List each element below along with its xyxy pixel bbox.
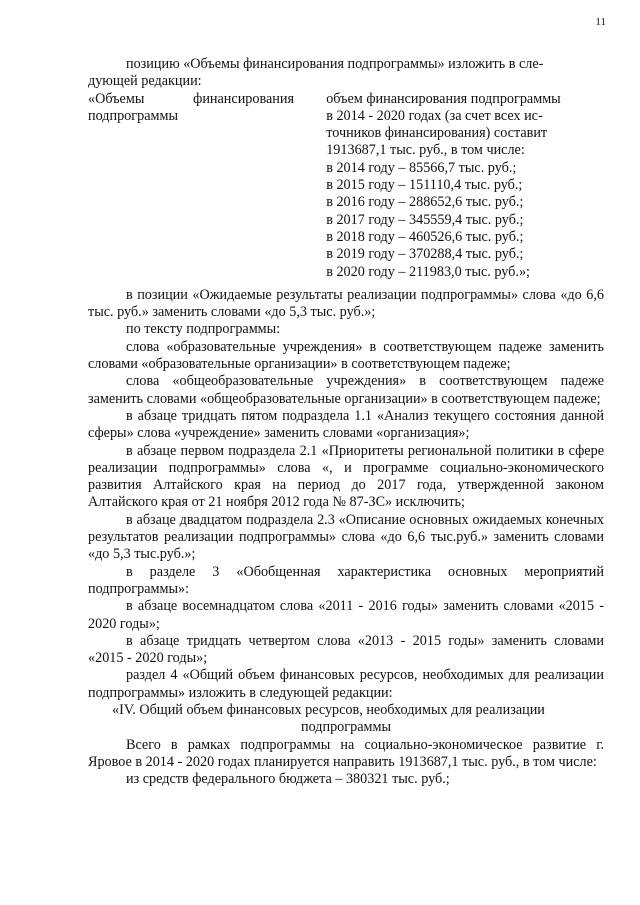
funding-year-2017: в 2017 году – 345559,4 тыс. руб.;	[326, 211, 524, 228]
section-heading-line-1: «IV. Общий объем финансовых ресурсов, необходимых для реализации	[112, 701, 545, 718]
paragraph: по тексту подпрограммы:	[126, 321, 281, 338]
paragraph: слова «общеобразовательные учреждения» в соответствующем падеже заменить словами «общеобразовательные организации» в соответствующем падеже;	[88, 373, 604, 407]
financing-table	[88, 91, 604, 281]
right-cell-line: точников финансирования) составит	[326, 125, 548, 142]
intro-line-1: позицию «Объемы финансирования подпрограммы» изложить в сле-	[126, 56, 544, 72]
funding-year-2019: в 2019 году – 370288,4 тыс. руб.;	[326, 246, 524, 263]
final-paragraph: Всего в рамках подпрограммы на социально-экономическое развитие г. Яровое в 2014 - 2020 годах планируется направить 1913687,1 тыс. руб., в том числе:	[88, 736, 604, 770]
paragraph: в абзаце восемнадцатом слова «2011 - 2016 годы» заменить словами «2015 - 2020 годы»;	[88, 598, 604, 632]
paragraph: раздел 4 «Общий объем финансовых ресурсов, необходимых для реализации подпрограммы» изложить в следующей редакции:	[88, 667, 604, 701]
paragraph: в абзаце первом подраздела 2.1 «Приоритеты региональной политики в сфере реализации подпрограммы» слова «, и программе социально-экономического развития Алтайского края на период до 2017 года, утвержденной законом Алтайского края от 21 ноября 2012 года № 87-ЗС» исключить;	[88, 442, 604, 511]
paragraph: в абзаце двадцатом подраздела 2.3 «Описание основных ожидаемых конечных результатов реализации подпрограммы» слова «до 6,6 тыс.руб.» заменить словами «до 5,3 тыс.руб.»;	[88, 511, 604, 563]
financing-table-left-cell	[88, 91, 316, 281]
funding-year-2016: в 2016 году – 288652,6 тыс. руб.;	[326, 194, 524, 211]
paragraph: в абзаце тридцать пятом подраздела 1.1 «Анализ текущего состояния данной сферы» слова «учреждение» заменить словами «организация»;	[88, 407, 604, 442]
financing-table-right-cell	[326, 91, 604, 281]
paragraph: в позиции «Ожидаемые результаты реализации подпрограммы» слова «до 6,6 тыс. руб.» заменить словами «до 5,3 тыс. руб.»;	[88, 286, 604, 321]
left-cell-line-2: подпрограммы	[88, 107, 178, 124]
paragraph: в абзаце тридцать четвертом слова «2013 - 2015 годы» заменить словами «2015 - 2020 годы»;	[88, 632, 604, 667]
document-body	[88, 56, 604, 788]
right-cell-line: 1913687,1 тыс. руб., в том числе:	[326, 142, 525, 159]
paragraph: слова «образовательные учреждения» в соответствующем падеже заменить словами «образовательные организации» в соответствующем падеже;	[88, 338, 604, 373]
intro-line-2: дующей редакции:	[88, 73, 202, 90]
right-cell-line: в 2014 - 2020 годах (за счет всех ис-	[326, 107, 543, 124]
funding-year-2014: в 2014 году – 85566,7 тыс. руб.;	[326, 159, 517, 176]
page-number: 11	[595, 16, 606, 28]
funding-year-2020: в 2020 году – 211983,0 тыс. руб.»;	[326, 263, 530, 280]
funding-year-2018: в 2018 году – 460526,6 тыс. руб.;	[326, 228, 524, 245]
funding-year-2015: в 2015 году – 151110,4 тыс. руб.;	[326, 177, 523, 194]
paragraph: в разделе 3 «Обобщенная характеристика основных мероприятий подпрограммы»:	[88, 563, 604, 597]
right-cell-line: объем финансирования подпрограммы	[326, 90, 561, 107]
section-heading-line-2: подпрограммы	[301, 719, 391, 736]
final-paragraph: из средств федерального бюджета – 380321 тыс. руб.;	[126, 771, 450, 788]
left-cell-word-1: «Объемы	[88, 90, 145, 107]
left-cell-word-2: финансирования	[193, 90, 294, 107]
